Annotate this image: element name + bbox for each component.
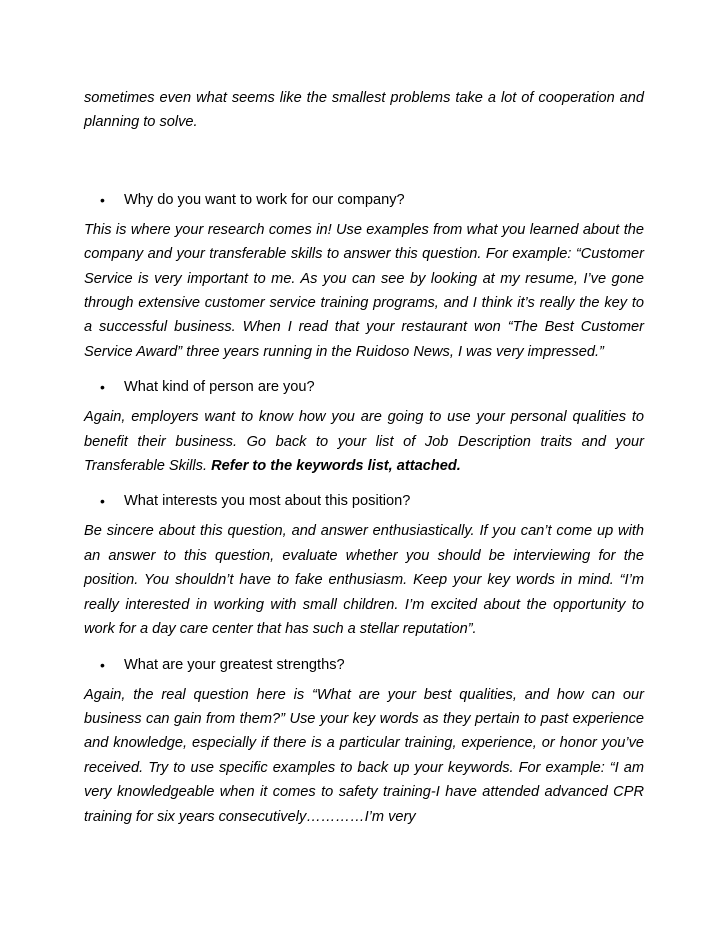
question-text: What kind of person are you? — [124, 379, 315, 396]
intro-paragraph: sometimes even what seems like the smallest problems take a lot of cooperation and planning to solve. — [84, 90, 644, 131]
bullet-icon: • — [100, 191, 105, 208]
question-item — [84, 375, 644, 399]
answer-emphasis: Refer to the keywords list, attached. — [211, 458, 461, 475]
question-text: What are your greatest strengths? — [124, 656, 345, 673]
spacer — [84, 642, 644, 653]
document-page — [84, 86, 644, 829]
bullet-icon: • — [100, 493, 105, 510]
question-text: Why do you want to work for our company? — [124, 191, 405, 208]
answer-paragraph: This is where your research comes in! Use examples from what you learned about the company and your transferable skills to answer this question. For example: “Customer Service is very important to me. As you can see by looking at my resume, I’ve gone through extensive customer service training programs, and I think it’s really the key to a successful business. When I read that your restaurant won “The Best Customer Service Award” three years running in the Ruidoso News, I was very impressed.” — [84, 221, 644, 360]
answer-paragraph — [84, 405, 644, 478]
question-text: What interests you most about this position? — [124, 493, 411, 510]
bullet-icon: • — [100, 379, 105, 396]
spacer — [84, 135, 644, 188]
bullet-icon: • — [100, 656, 105, 673]
answer-text: Again, employers want to know how you are going to use your personal qualities to benefit their business. Go back to your list of Job Description traits and your Transferable Skills. — [84, 409, 644, 475]
answer-paragraph: Again, the real question here is “What are your best qualities, and how can our business can gain from them?” Use your key words as they pertain to past experience and knowledge, especially if there is a particular training, experience, or honor you’ve received. Try to use specific examples to back up your keywords. For example: “I am very knowledgeable when it comes to safety training-I have attended advanced CPR training for six years consecutively…………I’m very — [84, 686, 644, 825]
spacer — [84, 364, 644, 375]
answer-paragraph: Be sincere about this question, and answer enthusiastically. If you can’t come up with an answer to this question, evaluate whether you should be interviewing for the position. You shouldn’t have to fake enthusiasm. Keep your key words in mind. “I’m really interested in working with small children. I’m excited about the opportunity to work for a day care center that has such a stellar reputation”. — [84, 523, 644, 638]
spacer — [84, 478, 644, 489]
question-item — [84, 188, 644, 212]
question-item — [84, 489, 644, 513]
question-item — [84, 653, 644, 677]
